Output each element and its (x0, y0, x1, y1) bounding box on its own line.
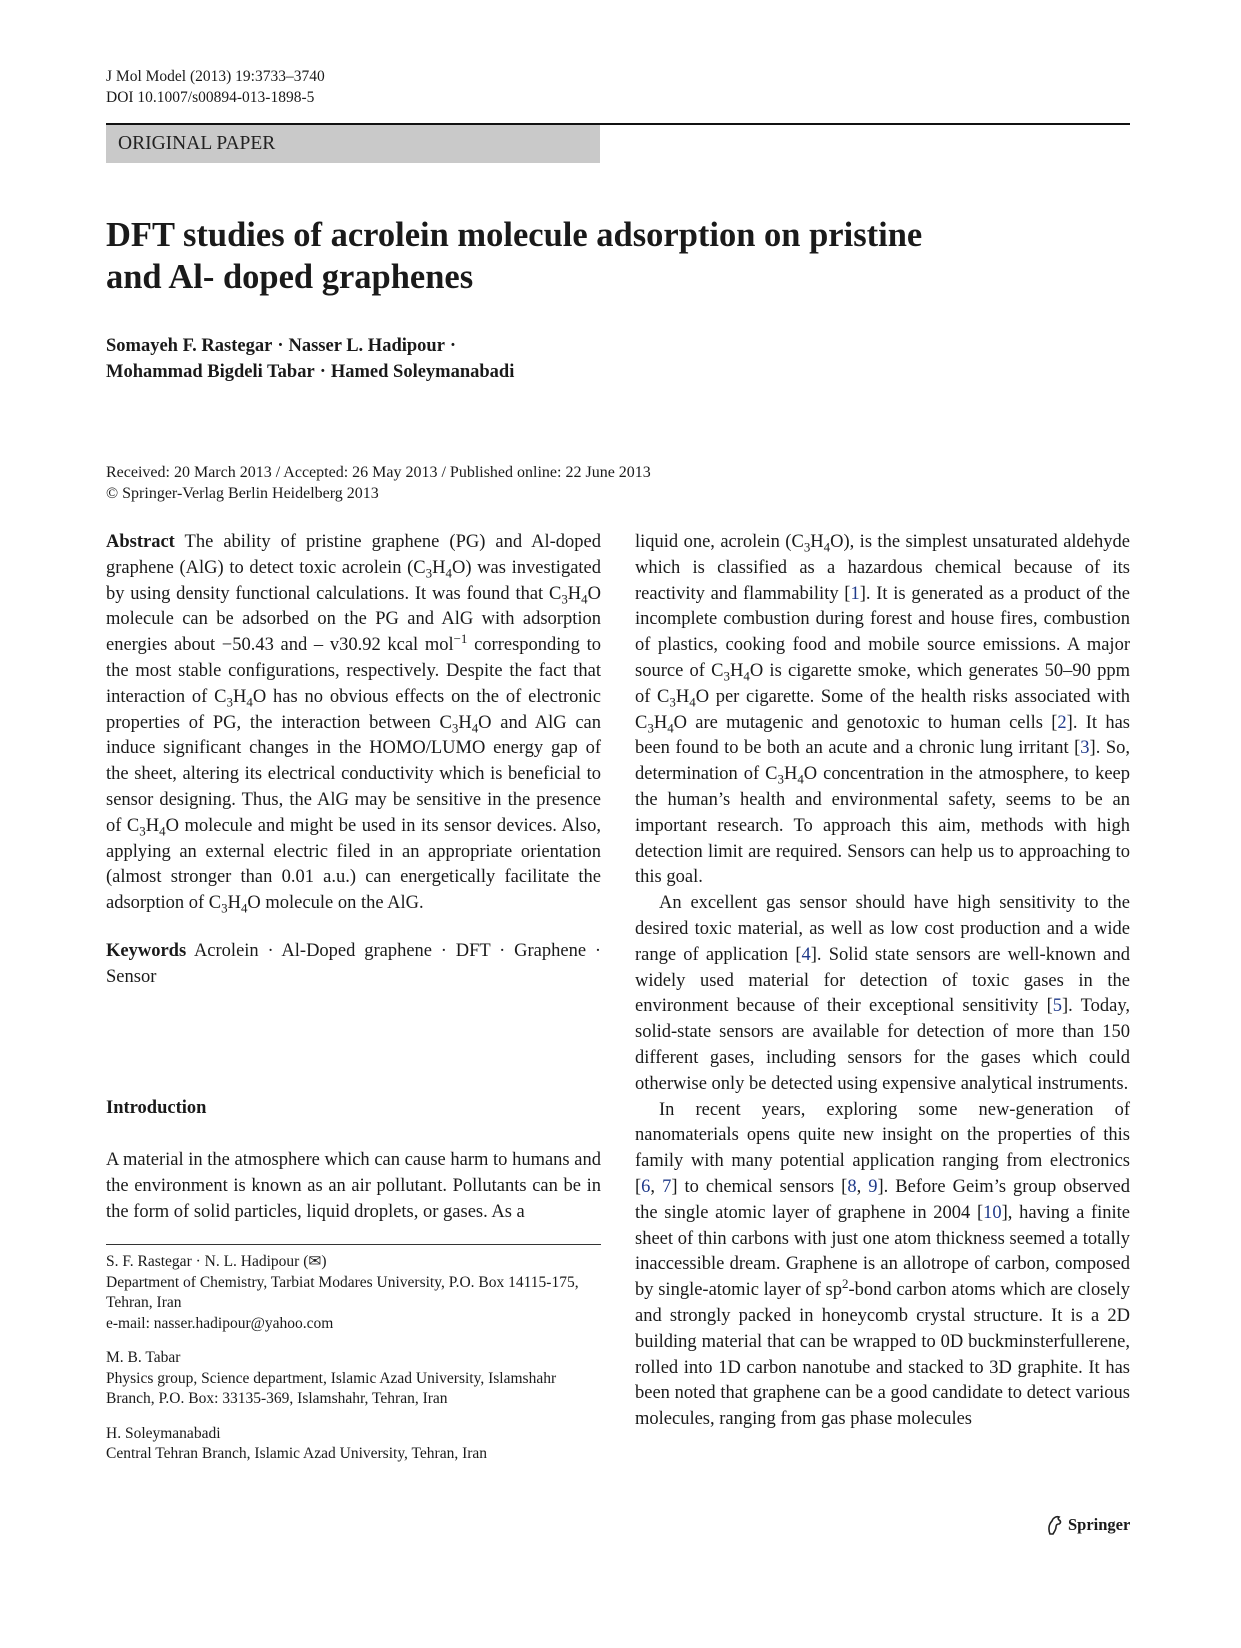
article-type-band: ORIGINAL PAPER (106, 125, 600, 163)
affiliation-block: H. Soleymanabadi Central Tehran Branch, Islamic Azad University, Tehran, Iran (106, 1424, 488, 1462)
affiliation-block: S. F. Rastegar · N. L. Hadipour (✉) Department of Chemistry, Tarbiat Modares University, P.O. Box 14115-175, Tehran, Iran e-mail: nasser.hadipour@yahoo.com (106, 1252, 601, 1334)
keywords (106, 939, 601, 991)
citation-link[interactable]: 3 (1080, 738, 1090, 759)
citation-link[interactable]: 5 (1052, 996, 1062, 1017)
email-link[interactable]: e-mail: nasser.hadipour@yahoo.com (106, 1314, 334, 1332)
right-column (635, 530, 1130, 1433)
doi: DOI 10.1007/s00894-013-1898-5 (106, 89, 315, 106)
title-line-2: and Al- doped graphenes (106, 258, 474, 296)
citation-link[interactable]: 6 (641, 1176, 651, 1197)
body-paragraph: In recent years, exploring some new-generation of nanomaterials opens quite new insight on the properties of this family with many potential application ranging from electronics [6, 7] to chemical sensors [8, 9]. Before Geim’s group observed the single atomic layer of graphene in 2004 [10], having a finite sheet of thin carbons with just one atom thickness seemed a totally inaccessible dream. Graphene is an allotrope of carbon, composed by single-atomic layer of $sp^2$-bond carbon atoms which are closely and strongly packed in honeycomb crystal structure. It is a 2D building material that can be wrapped to 0D buckminsterfullerene, rolled into 1D carbon nanotube and stacked to 3D graphite. It has been noted that graphene can be a good candidate to detect various molecules, ranging from gas phase molecules (635, 1099, 1130, 1430)
keywords-text: Acrolein · Al-Doped graphene · DFT · Graphene · Sensor (106, 940, 601, 987)
citation-link[interactable]: 8 (847, 1176, 857, 1197)
body-paragraph: liquid one, acrolein $(C_3H_4O)$, is the simplest unsaturated aldehyde which is classified as a hazardous chemical because of its reactivity and flammability [1]. It is generated as a product of the incomplete combustion during forest and house fires, combustion of plastics, cooking food and mobile source emissions. A major source of $C_3H_4O$ is cigarette smoke, which generates 50–90 ppm of $C_3H_4O$ per cigarette. Some of the health risks associated with $C_3H_4O$ are mutagenic and genotoxic to human cells [2]. It has been found to be both an acute and a chronic lung irritant [3]. So, determination of $C_3H_4O$ concentration in the atmosphere, to keep the human’s health and environmental safety, seems to be an important research. To approach this aim, methods with high detection limit are required. Sensors can help us to approaching to this goal. (635, 532, 1131, 888)
abstract: Abstract The ability of pristine graphene (PG) and Al-doped graphene (AlG) to detect toxic acrolein $(C_3H_4O)$ was investigated by using density functional calculations. It was found that $C_3H_4O$ molecule can be adsorbed on the PG and AlG with adsorption energies about −50.43 and – v30.92 kcal mol$^{-1}$ corresponding to the most stable configurations, respectively. Despite the fact that interaction of $C_3H_4O$ has no obvious effects on the of electronic properties of PG, the interaction between $C_3H_4O$ and AlG can induce significant changes in the HOMO/LUMO energy gap of the sheet, altering its electrical conductivity which is beneficial to sensor designing. Thus, the AlG may be sensitive in the presence of $C_3H_4O$ molecule and might be used in its sensor devices. Also, applying an external electric filed in an appropriate orientation (almost stronger than 0.01 a.u.) can energetically facilitate the adsorption of $C_3H_4O$ molecule on the AlG. (106, 532, 602, 916)
left-column (106, 530, 601, 991)
author-separator: · (277, 336, 284, 356)
citation-link[interactable]: 4 (801, 944, 811, 965)
journal-header (106, 66, 325, 108)
copyright-line: © Springer-Verlag Berlin Heidelberg 2013 (106, 485, 379, 502)
affiliation-block: M. B. Tabar Physics group, Science department, Islamic Azad University, Islamshahr Branch, P.O. Box: 33135-369, Islamshahr, Tehran, Iran (106, 1349, 557, 1407)
author-separator: · (319, 362, 326, 382)
springer-horse-icon (1044, 1514, 1064, 1536)
publisher-logo (1044, 1514, 1130, 1536)
footnote-rule (106, 1244, 601, 1245)
author: Somayeh F. Rastegar (106, 336, 273, 356)
paper-title (106, 214, 1106, 298)
citation-link[interactable]: 7 (662, 1176, 672, 1197)
keywords-label: Keywords (106, 940, 187, 961)
author-separator: · (449, 336, 457, 356)
journal-citation: J Mol Model (2013) 19:3733–3740 (106, 68, 325, 85)
history-line: Received: 20 March 2013 / Accepted: 26 May 2013 / Published online: 22 June 2013 (106, 464, 651, 481)
author: Nasser L. Hadipour (288, 336, 445, 356)
citation-link[interactable]: 2 (1057, 712, 1067, 733)
abstract-label: Abstract (106, 532, 175, 552)
section-heading-introduction: Introduction (106, 1098, 207, 1118)
affiliations (106, 1252, 601, 1479)
publication-dates (106, 462, 651, 504)
author: Mohammad Bigdeli Tabar (106, 362, 315, 382)
citation-link[interactable]: 1 (850, 583, 860, 604)
title-line-1: DFT studies of acrolein molecule adsorption on pristine (106, 216, 923, 254)
citation-link[interactable]: 10 (983, 1202, 1002, 1223)
author-list (106, 333, 514, 385)
publisher-name: Springer (1068, 1515, 1131, 1534)
citation-link[interactable]: 9 (868, 1176, 878, 1197)
author: Hamed Soleymanabadi (330, 362, 515, 382)
introduction-paragraph: A material in the atmosphere which can cause harm to humans and the environment is known as an air pollutant. Pollutants can be in the form of solid particles, liquid droplets, or gases. As a (106, 1150, 601, 1222)
body-paragraph: An excellent gas sensor should have high sensitivity to the desired toxic material, as well as low cost production and a wide range of application [4]. Solid state sensors are well-known and widely used material for detection of toxic gases in the environment because of their exceptional sensitivity [5]. Today, solid-state sensors are available for detection of more than 150 different gases, including sensors for the gases which could otherwise only be detected using expensive analytical instruments. (635, 893, 1130, 1094)
